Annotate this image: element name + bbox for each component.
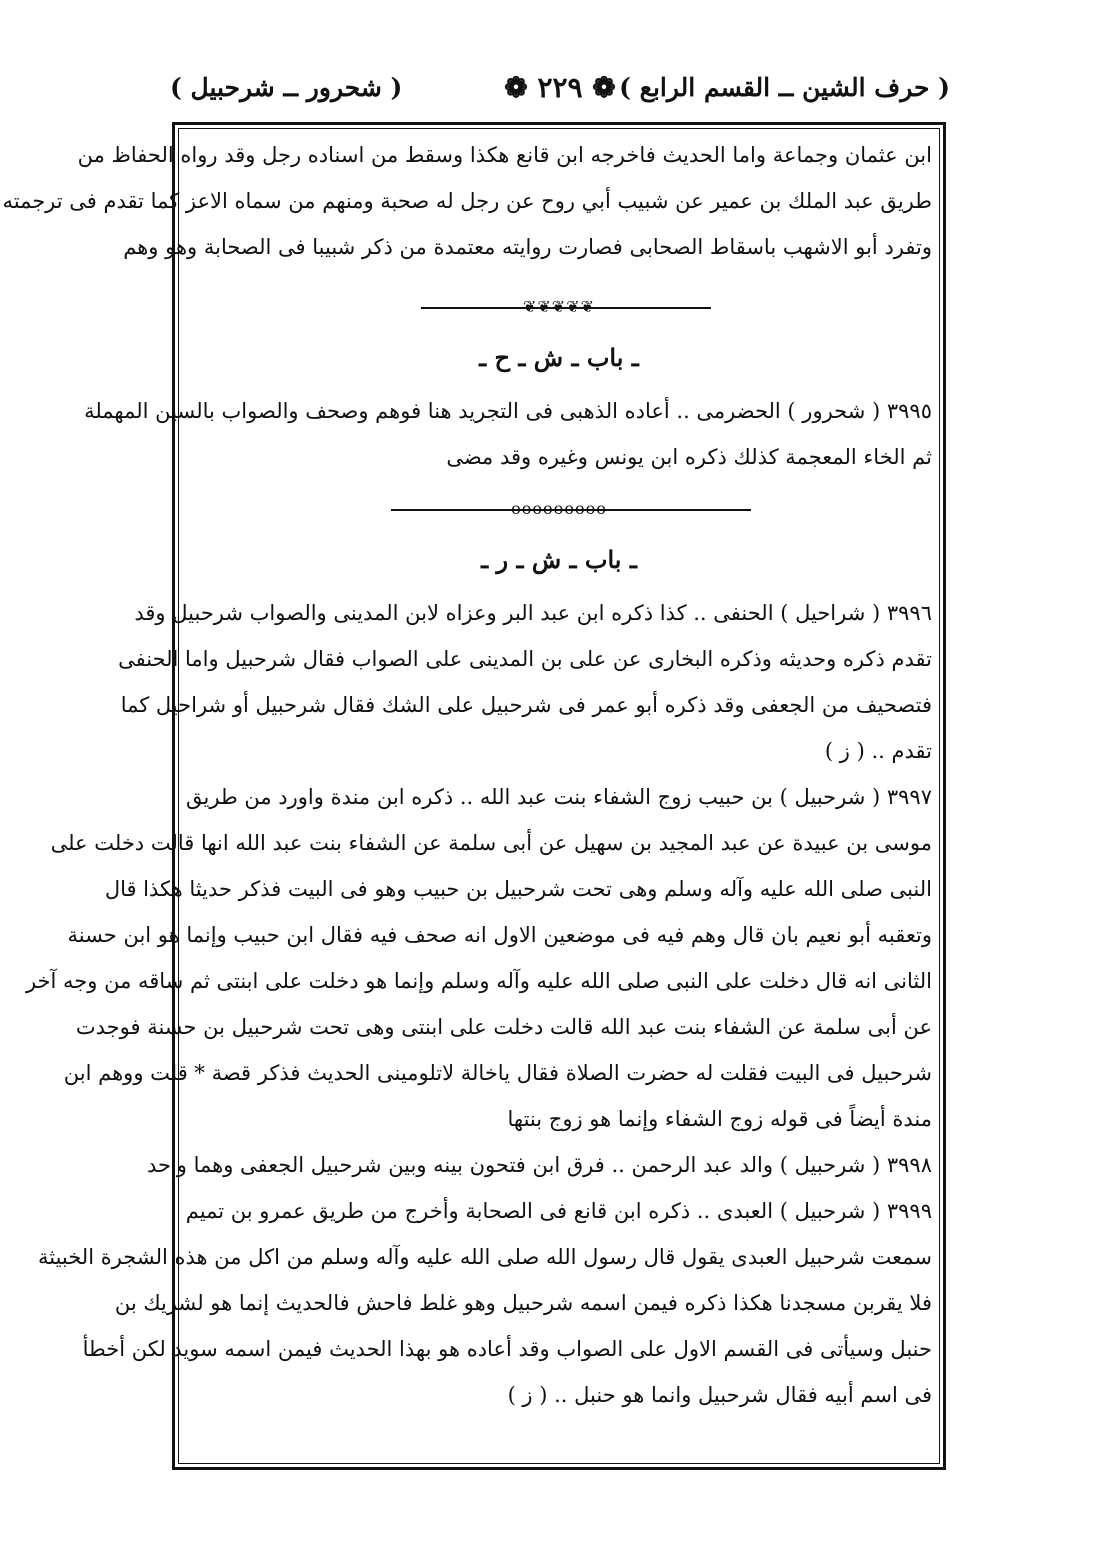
text-line: وتفرد أبو الاشهب باسقاط الصحابى فصارت روايته معتمدة من ذكر شبيبا فى الصحابة وهو وهم [123,235,932,259]
entry-line: تقدم ذكره وحديثه وذكره البخارى عن على بن المدينى على الصواب فقال شرحبيل واما الحنفى [118,647,932,671]
section-sh-h-entries [84,388,932,480]
divider-ornament: ❦❦❦❦❦ [522,297,596,316]
entry-line: موسى بن عبيدة عن عبد المجيد بن سهيل عن أبى سلمة عن الشفاء بنت عبد الله انها قالت دخلت على [50,831,932,855]
entry-line: النبى صلى الله عليه وآله وسلم وهى تحت شرحبيل بن حبيب وهو فى البيت فذكر حديثا هكذا قال [104,877,932,901]
entry-line: سمعت شرحبيل العبدى يقول قال رسول الله صلى الله عليه وآله وسلم من اكل من هذه الشجرة الخبيثة [37,1245,932,1269]
ornamental-divider [186,288,932,328]
entry-line: فتصحيف من الجعفى وقد ذكره أبو عمر فى شرحبيل على الشك فقال شرحبيل أو شراحيل كما [120,693,932,717]
page-number: ❁ ٢٢٩ ❁ [504,71,616,104]
entry-line: الثانى انه قال دخلت على النبى صلى الله عليه وآله وسلم وإنما هو دخلت على ابنتى ثم ساقه من وجه آخر [25,969,932,993]
entry-line: شرحبيل فى البيت فقلت له حضرت الصلاة فقال ياخالة لاتلومينى الحديث فذكر قصة * قلت ووهم ابن [63,1061,932,1085]
header-entry-range: ( شحرور ــ شرحبيل ) [170,73,403,102]
section-heading-sh-h: ـ باب ـ ش ـ ح ـ [479,343,639,372]
entry-line: ٣٩٩٧ ( شرحبيل ) بن حبيب زوج الشفاء بنت عبد الله .. ذكره ابن مندة واورد من طريق [186,785,932,809]
running-header [170,58,950,118]
entry-line: ٣٩٩٥ ( شحرور ) الحضرمى .. أعاده الذهبى فى التجريد هنا فوهم وصحف والصواب بالسين المهملة [84,399,932,423]
entry-line: ثم الخاء المعجمة كذلك ذكره ابن يونس وغيره وقد مضى [446,445,932,469]
entry-line: عن أبى سلمة عن الشفاء بنت عبد الله قالت دخلت على ابنتى وهى تحت شرحبيل بن حسنة فوجدت [75,1015,932,1039]
page-body [2,132,932,1418]
ornamental-divider [186,490,932,530]
entry-line: تقدم .. ( ز ) [824,739,932,763]
entry-line: فلا يقربن مسجدنا هكذا ذكره فيمن اسمه شرحبيل وهو غلط فاحش فالحديث إنما هو لشريك بن [114,1291,932,1315]
continued-entry [2,132,932,270]
text-line: ابن عثمان وجماعة واما الحديث فاخرجه ابن قانع هكذا وسقط من اسناده رجل وقد رواه الحفاظ من [77,143,932,167]
entry-line: مندة أيضاً فى قوله زوج الشفاء وإنما هو زوج بنتها [507,1107,932,1131]
entry-line: فى اسم أبيه فقال شرحبيل وانما هو حنبل .. ( ز ) [507,1383,932,1407]
header-chapter-title: ( حرف الشين ــ القسم الرابع ) [619,73,950,102]
entry-line: ٣٩٩٨ ( شرحبيل ) والد عبد الرحمن .. فرق ابن فتحون بينه وبين شرحبيل الجعفى وهما واحد [146,1153,932,1177]
section-heading-sh-r: ـ باب ـ ش ـ ر ـ [481,545,637,574]
text-line: طريق عبد الملك بن عمير عن شبيب أبي روح عن رجل له صحبة ومنهم من سماه الاعز كما تقدم فى ترجمته [2,189,932,213]
section-sh-r-entries [25,590,932,1418]
entry-line: ٣٩٩٩ ( شرحبيل ) العبدى .. ذكره ابن قانع فى الصحابة وأخرج من طريق عمرو بن تميم [185,1199,932,1223]
divider-ornament: ooooooooo [511,499,607,518]
entry-line: حنبل وسيأتى فى القسم الاول على الصواب وقد أعاده هو بهذا الحديث فيمن اسمه سويد لكن أخطأ [82,1337,932,1361]
entry-line: وتعقبه أبو نعيم بان قال وهم فيه فى موضعين الاول انه صحف فيه فقال ابن حبيب وإنما هو ابن حسنة [67,923,932,947]
entry-line: ٣٩٩٦ ( شراحيل ) الحنفى .. كذا ذكره ابن عبد البر وعزاه لابن المدينى والصواب شرحبيل وقد [134,601,932,625]
